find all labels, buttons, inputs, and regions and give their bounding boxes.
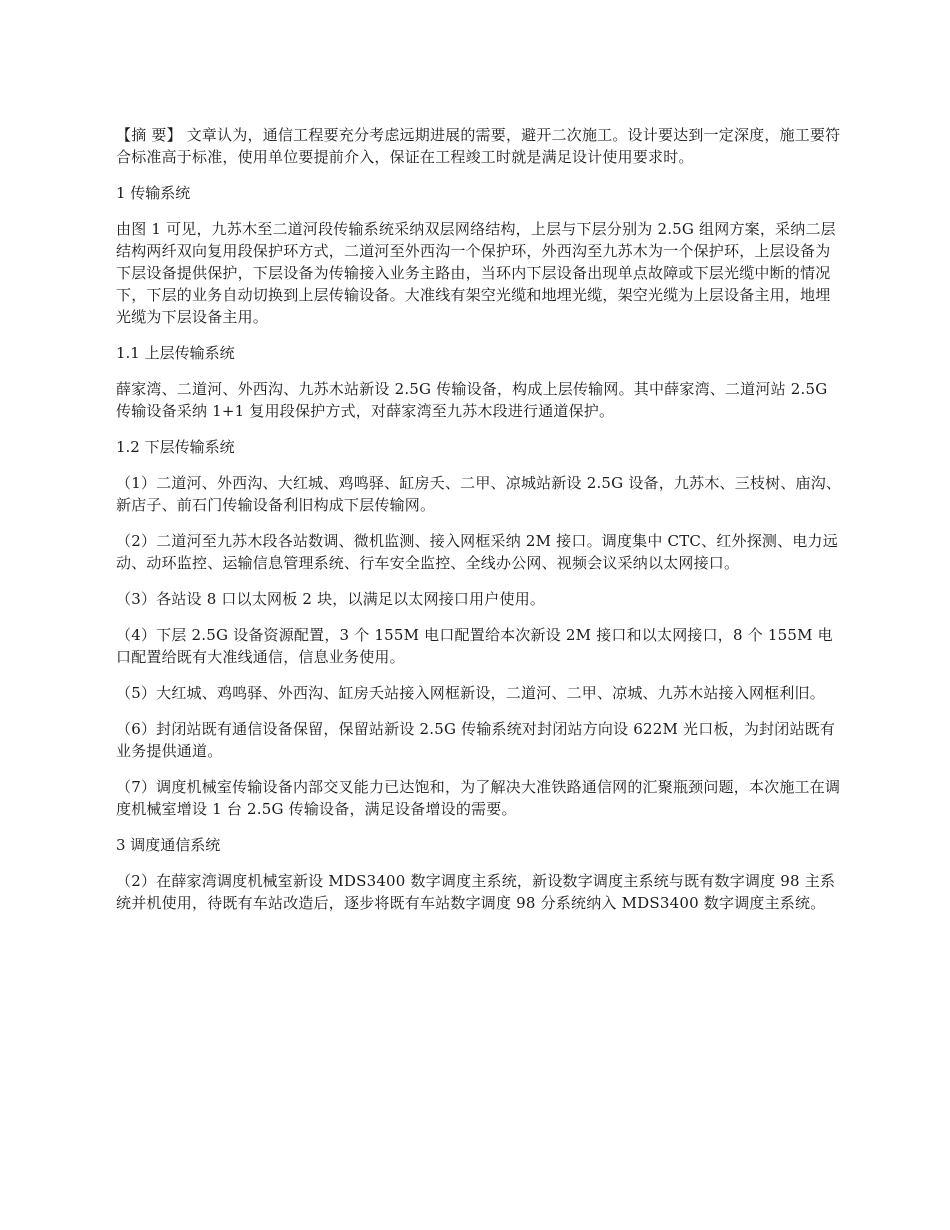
section-3-paragraph: （2）在薛家湾调度机械室新设 MDS3400 数字调度主系统，新设数字调度主系统与既有数字调度 98 主系统并机使用，待既有车站改造后，逐步将既有车站数字调度 98 分系统纳入 MDS3400 数字调度主系统。 <box>116 872 836 912</box>
list-item: （3）各站设 8 口以太网板 2 块，以满足以太网接口用户使用。 <box>116 590 546 608</box>
list-item: （1）二道河、外西沟、大红城、鸡鸣驿、缸房夭、二甲、凉城站新设 2.5G 设备，九苏木、三枝树、庙沟、新店子、前石门传输设备利旧构成下层传输网。 <box>116 474 842 514</box>
section-1-paragraph: 由图 1 可见，九苏木至二道河段传输系统采纳双层网络结构，上层与下层分别为 2.5G 组网方案，采纳二层结构两纤双向复用段保护环方式，二道河至外西沟一个保护环，外西沟至九苏木为一个保护环，上层设备为下层设备提供保护，下层设备为传输接入业务主路由，当环内下层设备出现单点故障或下层光缆中断的情况下，下层的业务自动切换到上层传输设备。大准线有架空光缆和地埋光缆，架空光缆为上层设备主用，地埋光缆为下层设备主用。 <box>116 220 836 326</box>
section-heading-3: 3 调度通信系统 <box>116 836 221 854</box>
list-item: （2）二道河至九苏木段各站数调、微机监测、接入网框采纳 2M 接口。调度集中 CTC、红外探测、电力远动、动环监控、运输信息管理系统、行车安全监控、全线办公网、视频会议采纳以太网接口。 <box>116 532 838 572</box>
list-item: （4）下层 2.5G 设备资源配置，3 个 155M 电口配置给本次新设 2M 接口和以太网接口，8 个 155M 电口配置给既有大准线通信，信息业务使用。 <box>116 626 833 666</box>
list-item: （5）大红城、鸡鸣驿、外西沟、缸房夭站接入网框新设，二道河、二甲、凉城、九苏木站接入网框利旧。 <box>116 684 825 702</box>
document-body <box>116 124 844 928</box>
section-heading-1-1: 1.1 上层传输系统 <box>116 344 235 362</box>
list-item: （7）调度机械室传输设备内部交叉能力已达饱和，为了解决大准铁路通信网的汇聚瓶颈问题，本次施工在调度机械室增设 1 台 2.5G 传输设备，满足设备增设的需要。 <box>116 778 841 818</box>
abstract-paragraph: 【摘 要】 文章认为，通信工程要充分考虑远期进展的需要，避开二次施工。设计要达到一定深度，施工要符合标准高于标准，使用单位要提前介入，保证在工程竣工时就是满足设计使用要求时。 <box>116 126 841 166</box>
section-1-1-paragraph: 薛家湾、二道河、外西沟、九苏木站新设 2.5G 传输设备，构成上层传输网。其中薛家湾、二道河站 2.5G 传输设备采纳 1+1 复用段保护方式，对薛家湾至九苏木段进行通道保护。 <box>116 380 828 420</box>
list-item: （6）封闭站既有通信设备保留，保留站新设 2.5G 传输系统对封闭站方向设 622M 光口板，为封闭站既有业务提供通道。 <box>116 720 836 760</box>
section-heading-1-2: 1.2 下层传输系统 <box>116 438 235 456</box>
section-heading-1: 1 传输系统 <box>116 184 191 202</box>
